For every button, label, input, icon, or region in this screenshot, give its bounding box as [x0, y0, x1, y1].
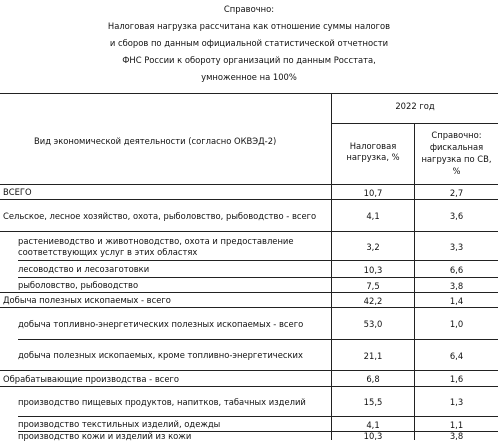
fiscal-burden-header-line-2: фискальная — [429, 142, 484, 152]
row-name: ВСЕГО — [3, 187, 32, 197]
row-tax-burden: 7,5 — [366, 280, 380, 291]
row-tax-burden: 10,3 — [363, 431, 383, 441]
note-line-4: умноженное на 100% — [201, 72, 297, 82]
tax-burden-header-line-2: нагрузка, % — [346, 152, 400, 162]
row-fiscal-burden: 1,1 — [449, 419, 464, 430]
row-tax-burden: 42,2 — [363, 295, 383, 306]
row-tax-burden: 10,3 — [363, 264, 383, 275]
row-name: производство пищевых продуктов, напитков, табачных изделий — [18, 396, 306, 407]
row-name: рыболовство, рыбоводство — [18, 280, 139, 290]
row-name: растениеводство и животноводство, охота и предоставление соответствующих услуг в этих областях — [18, 235, 294, 257]
table-row — [0, 278, 498, 293]
row-tax-burden: 10,7 — [363, 187, 383, 198]
row-fiscal-burden: 6,4 — [449, 350, 464, 361]
fiscal-burden-header-line-3: нагрузка по СВ, — [421, 154, 492, 164]
row-tax-burden: 4,1 — [366, 211, 380, 221]
table-row — [0, 417, 498, 432]
body-divider-1 — [331, 185, 332, 440]
table-row — [0, 293, 498, 308]
note-line-3: ФНС России к обороту организаций по данным Росстата, — [122, 55, 376, 65]
row-fiscal-burden: 3,8 — [449, 431, 464, 441]
row-fiscal-burden: 1,6 — [449, 374, 464, 384]
row-name: лесоводство и лесозаготовки — [18, 264, 150, 274]
row-fiscal-burden: 1,3 — [449, 397, 464, 407]
table-row — [0, 340, 498, 371]
row-tax-burden: 21,1 — [363, 350, 383, 361]
row-fiscal-burden: 1,0 — [449, 319, 464, 329]
row-tax-burden: 53,0 — [363, 319, 383, 329]
note-heading: Справочно: — [223, 4, 275, 14]
table-row — [0, 387, 498, 417]
row-name: Обрабатывающие производства - всего — [3, 373, 180, 384]
row-fiscal-burden: 2,7 — [449, 187, 464, 198]
table-row — [0, 371, 498, 387]
table-row — [0, 200, 498, 232]
row-tax-burden: 3,2 — [366, 241, 380, 252]
row-tax-burden: 6,8 — [366, 374, 380, 384]
note-line-1: Налоговая нагрузка рассчитана как отношение суммы налогов — [107, 21, 391, 31]
row-name: Сельское, лесное хозяйство, охота, рыболовство, рыбоводство - всего — [3, 210, 317, 221]
row-fiscal-burden: 3,3 — [449, 241, 464, 252]
row-tax-burden: 4,1 — [366, 419, 380, 430]
row-tax-burden: 15,5 — [363, 397, 383, 407]
year-header-border — [332, 123, 498, 124]
tax-burden-header-line-1: Налоговая — [349, 141, 397, 151]
row-name: Добыча полезных ископаемых - всего — [3, 295, 171, 305]
table-row — [0, 432, 498, 440]
row-fiscal-burden: 3,6 — [449, 211, 464, 221]
activity-column-header: Вид экономической деятельности (согласно ОКВЭД-2) — [34, 136, 277, 146]
body-divider-2 — [414, 185, 415, 440]
note-line-2: и сборов по данным официальной статистической отчетности — [109, 38, 389, 48]
table-row — [0, 232, 498, 261]
table-row — [0, 185, 498, 200]
row-fiscal-burden: 3,8 — [449, 280, 464, 291]
row-name: добыча полезных ископаемых, кроме топливно-энергетических — [18, 350, 303, 360]
row-name: производство кожи и изделий из кожи — [18, 431, 192, 441]
table-row — [0, 308, 498, 340]
row-fiscal-burden: 1,4 — [449, 295, 464, 306]
row-fiscal-burden: 6,6 — [449, 264, 464, 275]
fiscal-burden-header-line-4: % — [452, 166, 461, 176]
table-top-border — [0, 93, 498, 94]
row-name: добыча топливно-энергетических полезных ископаемых - всего — [18, 318, 304, 329]
table-row — [0, 261, 498, 278]
year-header: 2022 год — [395, 101, 435, 111]
row-name: производство текстильных изделий, одежды — [18, 419, 221, 429]
fiscal-burden-header-line-1: Справочно: — [431, 130, 482, 140]
